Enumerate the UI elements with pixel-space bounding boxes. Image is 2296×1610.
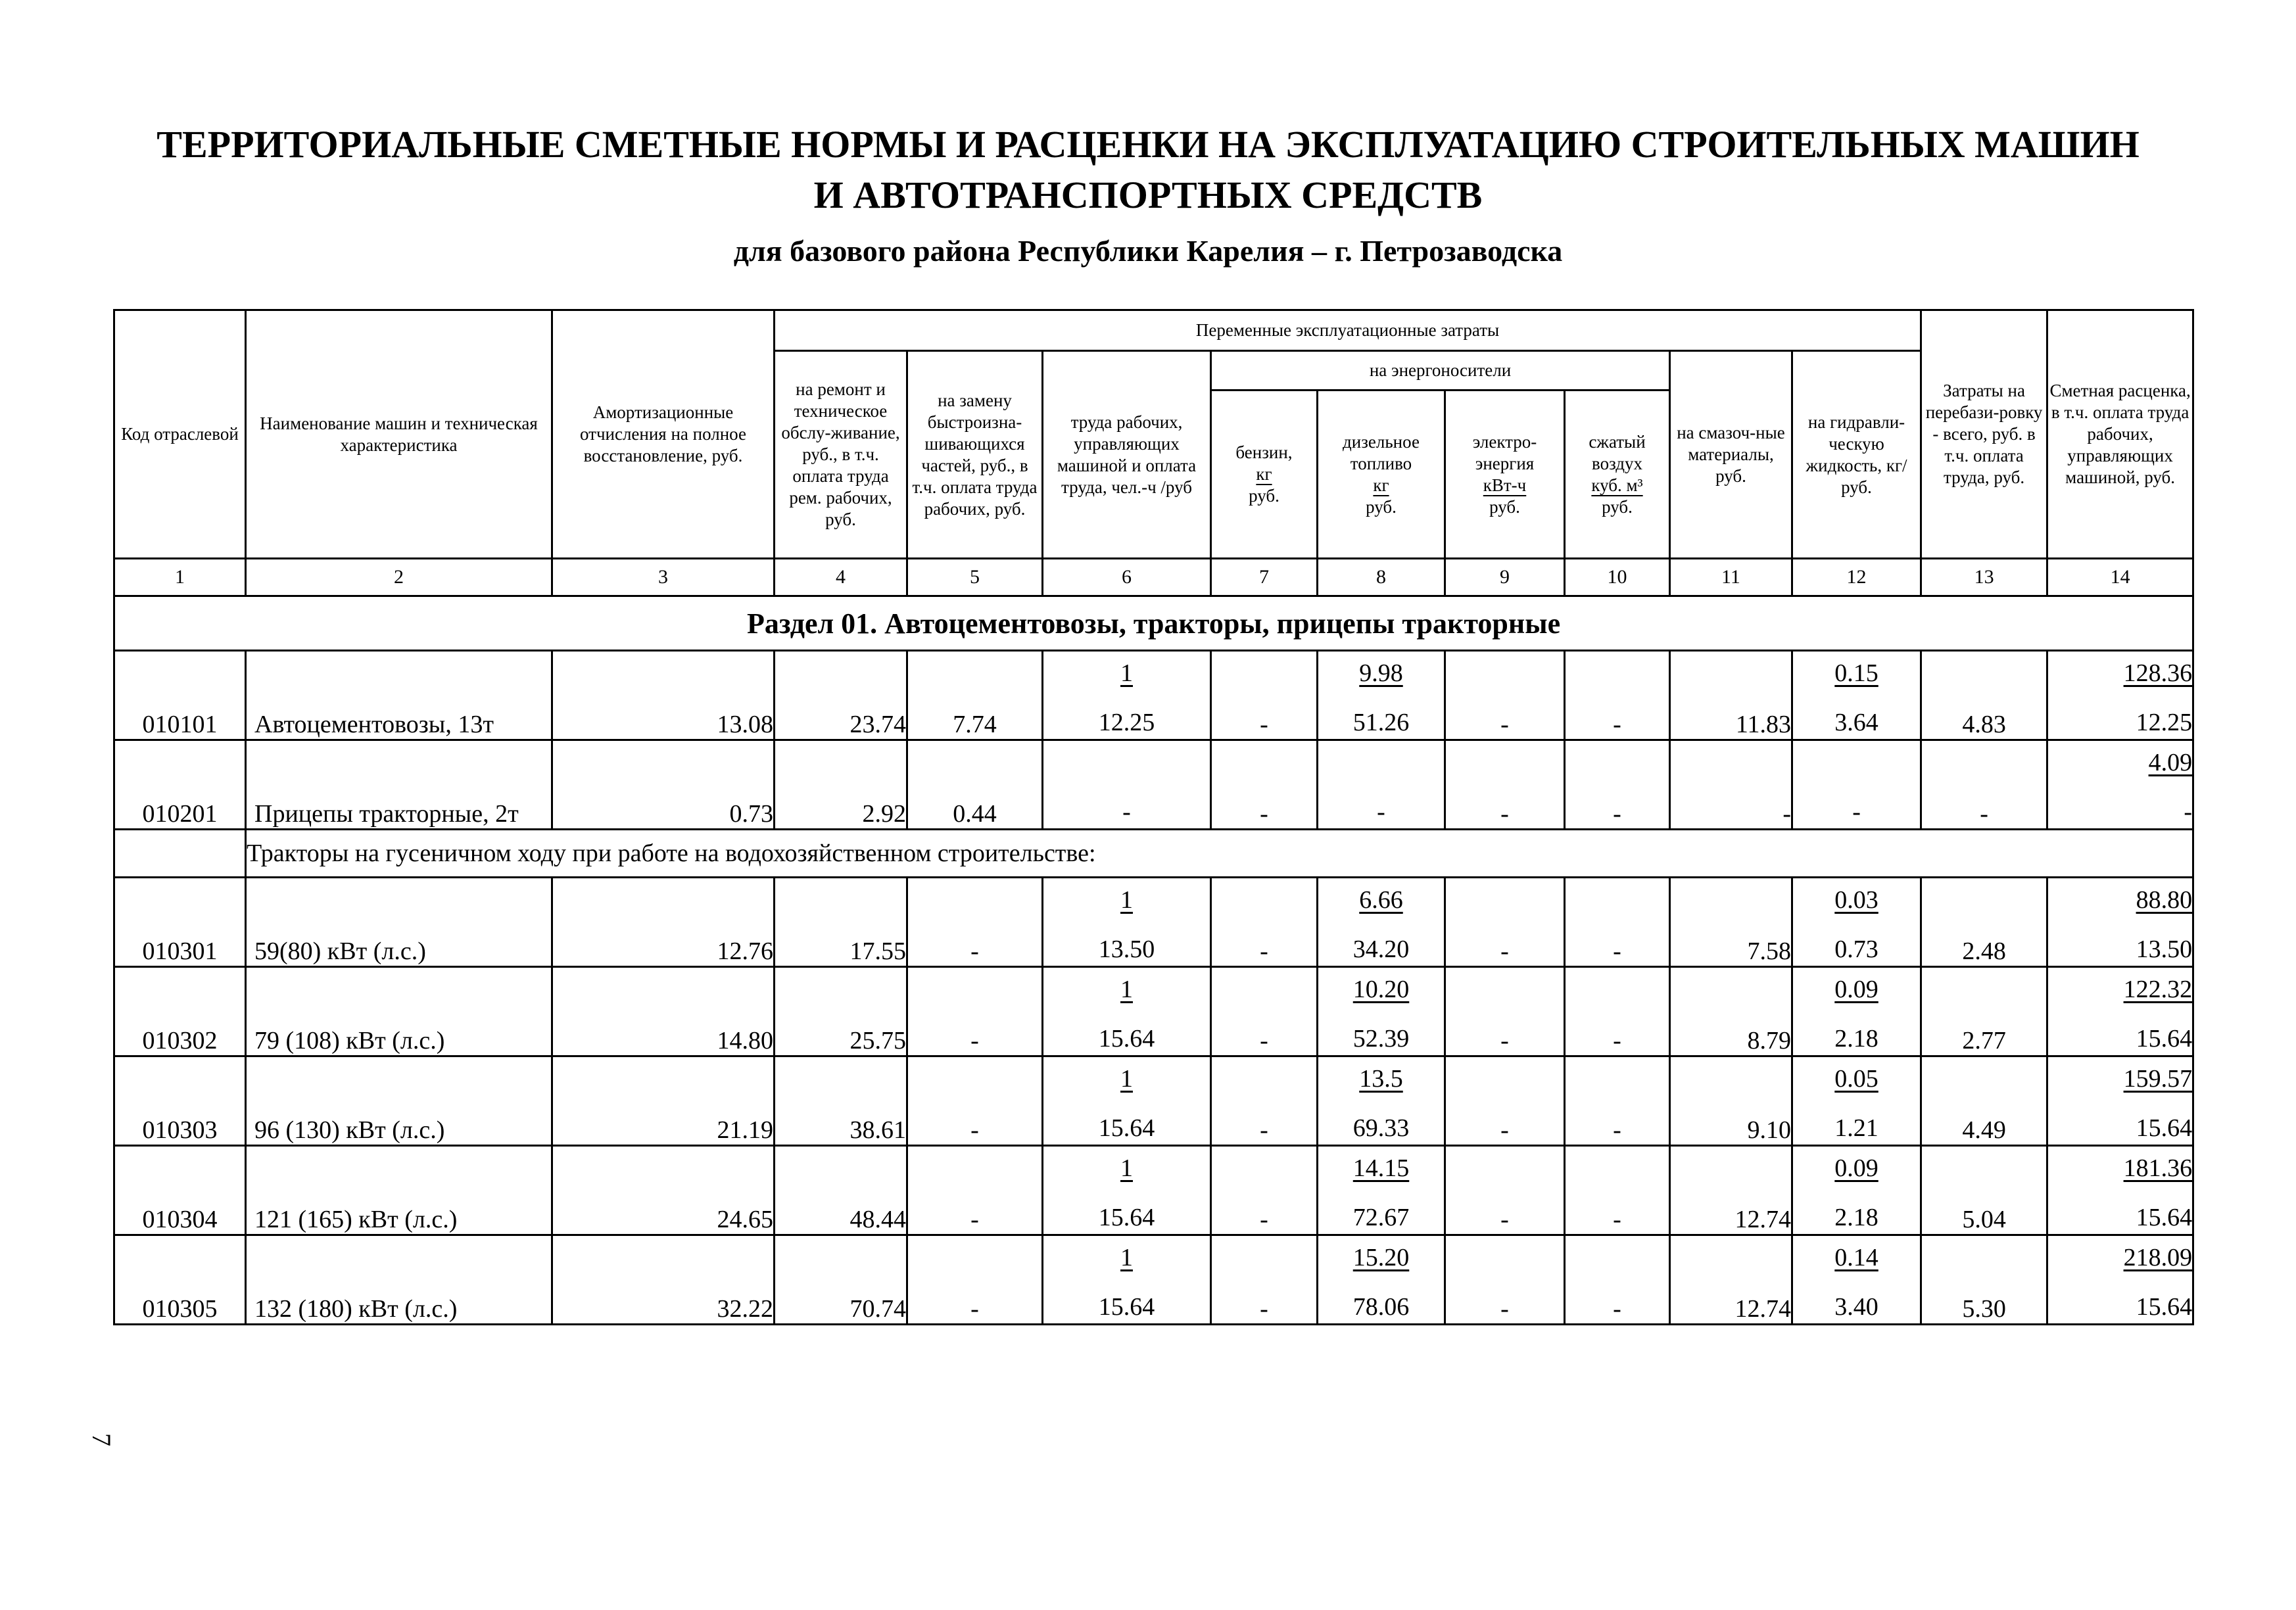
row-electricity: - — [1445, 740, 1565, 830]
row-amortization: 21.19 — [552, 1056, 775, 1146]
header-relocation: Затраты на перебази-ровку - всего, руб. в т.ч. оплата труда, руб. — [1921, 310, 2047, 559]
row-replace: - — [907, 878, 1043, 967]
row-repair: 38.61 — [775, 1056, 907, 1146]
column-number: 12 — [1792, 559, 1921, 596]
row-name: 59(80) кВт (л.с.) — [246, 878, 552, 967]
document-subtitle: для базового района Республики Карелия – г. Петрозаводска — [733, 234, 1563, 268]
document-title-line2: И АВТОТРАНСПОРТНЫХ СРЕДСТВ — [813, 174, 1483, 216]
row-diesel: 14.15 72.67 — [1318, 1146, 1445, 1235]
table-row — [114, 1146, 2193, 1235]
column-number: 14 — [2047, 559, 2193, 596]
table-row — [114, 740, 2193, 830]
table-row — [114, 651, 2193, 740]
row-replace: - — [907, 1235, 1043, 1325]
row-code: 010305 — [114, 1235, 246, 1325]
row-petrol: - — [1211, 1056, 1318, 1146]
row-compressed-air: - — [1565, 1146, 1670, 1235]
column-number: 10 — [1565, 559, 1670, 596]
rates-table — [113, 309, 2194, 1325]
row-lubricants: 12.74 — [1670, 1146, 1792, 1235]
row-diesel: 13.5 69.33 — [1318, 1056, 1445, 1146]
header-lubricants: на смазоч-ные материалы, руб. — [1670, 351, 1792, 559]
row-lubricants: 8.79 — [1670, 967, 1792, 1056]
table-row — [114, 878, 2193, 967]
row-repair: 25.75 — [775, 967, 907, 1056]
row-code: 010304 — [114, 1146, 246, 1235]
row-amortization: 12.76 — [552, 878, 775, 967]
row-rate: 159.57 15.64 — [2047, 1056, 2193, 1146]
row-replace: - — [907, 1056, 1043, 1146]
table-row — [114, 1235, 2193, 1325]
row-code: 010201 — [114, 740, 246, 830]
row-hydraulic: 0.15 3.64 — [1792, 651, 1921, 740]
header-labor: труда рабочих, управляющих машиной и оплата труда, чел.-ч /руб — [1043, 351, 1211, 559]
header-energy: на энергоносители — [1211, 351, 1670, 391]
row-replace: - — [907, 967, 1043, 1056]
row-electricity: - — [1445, 1056, 1565, 1146]
header-code: Код отраслевой — [114, 310, 246, 559]
row-electricity: - — [1445, 878, 1565, 967]
row-hydraulic: 0.03 0.73 — [1792, 878, 1921, 967]
column-number: 9 — [1445, 559, 1565, 596]
header-diesel: дизельное топливо кг руб. — [1318, 391, 1445, 559]
column-number: 6 — [1043, 559, 1211, 596]
row-name: Прицепы тракторные, 2т — [246, 740, 552, 830]
row-electricity: - — [1445, 967, 1565, 1056]
row-code: 010101 — [114, 651, 246, 740]
subheading-code-cell — [114, 830, 246, 878]
table-row — [114, 1056, 2193, 1146]
row-repair: 23.74 — [775, 651, 907, 740]
column-number: 11 — [1670, 559, 1792, 596]
column-number: 13 — [1921, 559, 2047, 596]
row-code: 010303 — [114, 1056, 246, 1146]
header-variable-costs: Переменные эксплуатационные затраты — [775, 310, 1921, 351]
row-lubricants: - — [1670, 740, 1792, 830]
row-lubricants: 7.58 — [1670, 878, 1792, 967]
row-name: 132 (180) кВт (л.с.) — [246, 1235, 552, 1325]
row-labor: 1 15.64 — [1043, 1146, 1211, 1235]
row-repair: 70.74 — [775, 1235, 907, 1325]
row-diesel: 15.20 78.06 — [1318, 1235, 1445, 1325]
column-numbers-row — [114, 559, 2193, 596]
row-electricity: - — [1445, 1235, 1565, 1325]
row-electricity: - — [1445, 651, 1565, 740]
row-replace: 7.74 — [907, 651, 1043, 740]
header-hydraulic: на гидравли-ческую жидкость, кг/руб. — [1792, 351, 1921, 559]
row-electricity: - — [1445, 1146, 1565, 1235]
row-relocation: 4.49 — [1921, 1056, 2047, 1146]
row-hydraulic: 0.05 1.21 — [1792, 1056, 1921, 1146]
row-amortization: 32.22 — [552, 1235, 775, 1325]
row-petrol: - — [1211, 651, 1318, 740]
row-petrol: - — [1211, 1235, 1318, 1325]
column-number: 4 — [775, 559, 907, 596]
row-lubricants: 11.83 — [1670, 651, 1792, 740]
row-diesel: 9.98 51.26 — [1318, 651, 1445, 740]
column-number: 2 — [246, 559, 552, 596]
row-code: 010302 — [114, 967, 246, 1056]
row-rate: 88.80 13.50 — [2047, 878, 2193, 967]
row-amortization: 0.73 — [552, 740, 775, 830]
row-lubricants: 9.10 — [1670, 1056, 1792, 1146]
row-relocation: 4.83 — [1921, 651, 2047, 740]
header-electricity: электро-энергия кВт-ч руб. — [1445, 391, 1565, 559]
row-lubricants: 12.74 — [1670, 1235, 1792, 1325]
row-compressed-air: - — [1565, 878, 1670, 967]
row-name: Автоцементовозы, 13т — [246, 651, 552, 740]
row-repair: 48.44 — [775, 1146, 907, 1235]
header-replace: на замену быстроизна-шивающихся частей, руб., в т.ч. оплата труда рабочих, руб. — [907, 351, 1043, 559]
row-rate: 128.36 12.25 — [2047, 651, 2193, 740]
page-number: 7 — [87, 1433, 116, 1446]
header-petrol: бензин, кг руб. — [1211, 391, 1318, 559]
row-name: 96 (130) кВт (л.с.) — [246, 1056, 552, 1146]
row-compressed-air: - — [1565, 740, 1670, 830]
row-rate: 181.36 15.64 — [2047, 1146, 2193, 1235]
subheading: Тракторы на гусеничном ходу при работе на водохозяйственном строительстве: — [246, 830, 2193, 878]
row-code: 010301 — [114, 878, 246, 967]
header-amortization: Амортизационные отчисления на полное восстановление, руб. — [552, 310, 775, 559]
row-labor: 1 15.64 — [1043, 1235, 1211, 1325]
row-rate: 4.09 - — [2047, 740, 2193, 830]
row-labor: 1 12.25 — [1043, 651, 1211, 740]
row-repair: 17.55 — [775, 878, 907, 967]
section-title: Раздел 01. Автоцементовозы, тракторы, прицепы тракторные — [114, 596, 2193, 651]
row-relocation: 5.04 — [1921, 1146, 2047, 1235]
row-rate: 122.32 15.64 — [2047, 967, 2193, 1056]
header-name: Наименование машин и техническая характеристика — [246, 310, 552, 559]
row-replace: - — [907, 1146, 1043, 1235]
header-repair: на ремонт и техническое обслу-живание, руб., в т.ч. оплата труда рем. рабочих, руб. — [775, 351, 907, 559]
header-rate: Сметная расценка, в т.ч. оплата труда рабочих, управляющих машиной, руб. — [2047, 310, 2193, 559]
header-compressed-air: сжатый воздух куб. м³ руб. — [1565, 391, 1670, 559]
row-compressed-air: - — [1565, 651, 1670, 740]
row-relocation: - — [1921, 740, 2047, 830]
row-repair: 2.92 — [775, 740, 907, 830]
row-diesel: 10.20 52.39 — [1318, 967, 1445, 1056]
row-petrol: - — [1211, 1146, 1318, 1235]
row-compressed-air: - — [1565, 967, 1670, 1056]
document-title-line1: ТЕРРИТОРИАЛЬНЫЕ СМЕТНЫЕ НОРМЫ И РАСЦЕНКИ НА ЭКСПЛУАТАЦИЮ СТРОИТЕЛЬНЫХ МАШИН — [156, 123, 2140, 166]
row-diesel: 6.66 34.20 — [1318, 878, 1445, 967]
row-amortization: 14.80 — [552, 967, 775, 1056]
row-hydraulic: 0.09 2.18 — [1792, 967, 1921, 1056]
row-labor: 1 15.64 — [1043, 967, 1211, 1056]
row-amortization: 13.08 — [552, 651, 775, 740]
row-labor: 1 13.50 — [1043, 878, 1211, 967]
table-row — [114, 967, 2193, 1056]
row-petrol: - — [1211, 967, 1318, 1056]
row-petrol: - — [1211, 878, 1318, 967]
column-number: 5 — [907, 559, 1043, 596]
row-hydraulic: 0.14 3.40 — [1792, 1235, 1921, 1325]
row-labor: - — [1043, 740, 1211, 830]
column-number: 7 — [1211, 559, 1318, 596]
row-hydraulic: - — [1792, 740, 1921, 830]
row-diesel: - — [1318, 740, 1445, 830]
row-relocation: 5.30 — [1921, 1235, 2047, 1325]
row-compressed-air: - — [1565, 1056, 1670, 1146]
column-number: 3 — [552, 559, 775, 596]
column-number: 1 — [114, 559, 246, 596]
row-relocation: 2.48 — [1921, 878, 2047, 967]
row-name: 121 (165) кВт (л.с.) — [246, 1146, 552, 1235]
row-rate: 218.09 15.64 — [2047, 1235, 2193, 1325]
row-compressed-air: - — [1565, 1235, 1670, 1325]
row-labor: 1 15.64 — [1043, 1056, 1211, 1146]
row-replace: 0.44 — [907, 740, 1043, 830]
column-number: 8 — [1318, 559, 1445, 596]
row-name: 79 (108) кВт (л.с.) — [246, 967, 552, 1056]
row-hydraulic: 0.09 2.18 — [1792, 1146, 1921, 1235]
row-relocation: 2.77 — [1921, 967, 2047, 1056]
row-petrol: - — [1211, 740, 1318, 830]
row-amortization: 24.65 — [552, 1146, 775, 1235]
